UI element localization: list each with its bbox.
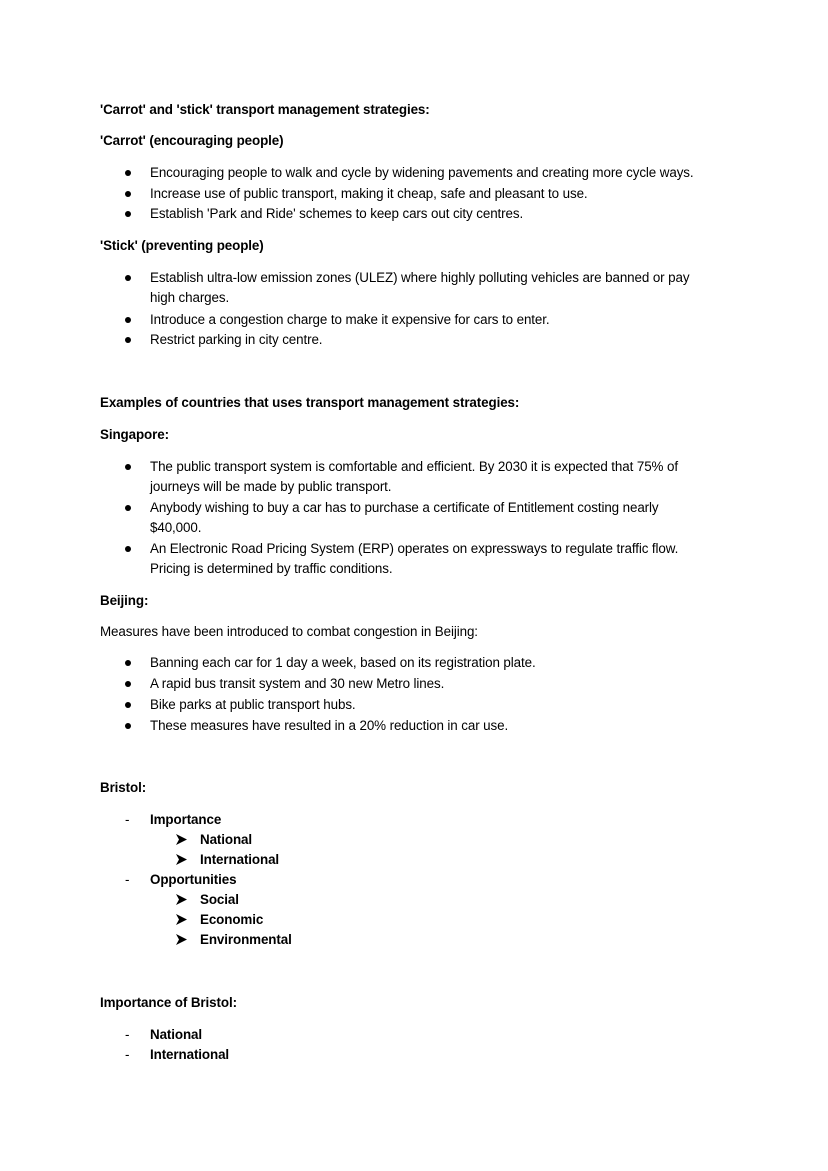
dash-icon: - bbox=[125, 872, 130, 887]
singapore-item: Anybody wishing to buy a car has to purchase a certificate of Entitlement costing nearly bbox=[150, 500, 659, 515]
examples-heading: Examples of countries that uses transport management strategies: bbox=[100, 395, 520, 410]
dash-icon: - bbox=[125, 812, 130, 827]
beijing-item: These measures have resulted in a 20% reduction in car use. bbox=[150, 718, 509, 733]
bristol-subitem: International bbox=[200, 852, 280, 867]
dash-icon: - bbox=[125, 1027, 130, 1042]
beijing-item: A rapid bus transit system and 30 new Metro lines. bbox=[150, 676, 445, 691]
bullet-icon bbox=[125, 337, 131, 343]
singapore-item-continuation: journeys will be made by public transport. bbox=[150, 479, 392, 494]
dash-icon: - bbox=[125, 1047, 130, 1062]
bullet-icon bbox=[125, 660, 131, 666]
bristol-subitem: National bbox=[200, 832, 253, 847]
singapore-item-continuation: $40,000. bbox=[150, 520, 202, 535]
stick-item: Introduce a congestion charge to make it expensive for cars to enter. bbox=[150, 312, 550, 327]
bullet-icon bbox=[125, 546, 131, 552]
singapore-heading: Singapore: bbox=[100, 427, 169, 442]
importance-of-bristol-heading: Importance of Bristol: bbox=[100, 995, 237, 1010]
arrowhead-bullet-icon bbox=[176, 850, 188, 870]
bristol-group-label: Opportunities bbox=[150, 872, 237, 887]
bristol-subitem: Economic bbox=[200, 912, 264, 927]
beijing-item: Bike parks at public transport hubs. bbox=[150, 697, 356, 712]
singapore-item: An Electronic Road Pricing System (ERP) operates on expressways to regulate traffic flow. bbox=[150, 541, 679, 556]
bullet-icon bbox=[125, 170, 131, 176]
bullet-icon bbox=[125, 191, 131, 197]
bristol-group-label: Importance bbox=[150, 812, 222, 827]
bullet-icon bbox=[125, 275, 131, 281]
stick-heading: 'Stick' (preventing people) bbox=[100, 238, 264, 253]
beijing-heading: Beijing: bbox=[100, 593, 149, 608]
carrot-item: Encouraging people to walk and cycle by widening pavements and creating more cycle ways. bbox=[150, 165, 694, 180]
main-title: 'Carrot' and 'stick' transport management strategies: bbox=[100, 102, 430, 117]
importance-item: National bbox=[150, 1027, 203, 1042]
bullet-icon bbox=[125, 723, 131, 729]
singapore-item-continuation: Pricing is determined by traffic conditions. bbox=[150, 561, 393, 576]
bullet-icon bbox=[125, 464, 131, 470]
bullet-icon bbox=[125, 505, 131, 511]
bullet-icon bbox=[125, 317, 131, 323]
stick-item: Restrict parking in city centre. bbox=[150, 332, 323, 347]
bristol-subitem: Environmental bbox=[200, 932, 292, 947]
bullet-icon bbox=[125, 702, 131, 708]
importance-item: International bbox=[150, 1047, 230, 1062]
beijing-intro: Measures have been introduced to combat congestion in Beijing: bbox=[100, 624, 478, 639]
carrot-item: Increase use of public transport, making it cheap, safe and pleasant to use. bbox=[150, 186, 588, 201]
beijing-item: Banning each car for 1 day a week, based on its registration plate. bbox=[150, 655, 536, 670]
bullet-icon bbox=[125, 681, 131, 687]
arrowhead-bullet-icon bbox=[176, 890, 188, 910]
singapore-item: The public transport system is comfortable and efficient. By 2030 it is expected that 75% of bbox=[150, 459, 678, 474]
carrot-item: Establish 'Park and Ride' schemes to keep cars out city centres. bbox=[150, 206, 524, 221]
stick-item: Establish ultra-low emission zones (ULEZ) where highly polluting vehicles are banned or pay bbox=[150, 270, 690, 285]
stick-item-continuation: high charges. bbox=[150, 290, 230, 305]
bristol-heading: Bristol: bbox=[100, 780, 147, 795]
carrot-heading: 'Carrot' (encouraging people) bbox=[100, 133, 284, 148]
bullet-icon bbox=[125, 211, 131, 217]
bristol-subitem: Social bbox=[200, 892, 239, 907]
arrowhead-bullet-icon bbox=[176, 830, 188, 850]
arrowhead-bullet-icon bbox=[176, 910, 188, 930]
arrowhead-bullet-icon bbox=[176, 930, 188, 950]
